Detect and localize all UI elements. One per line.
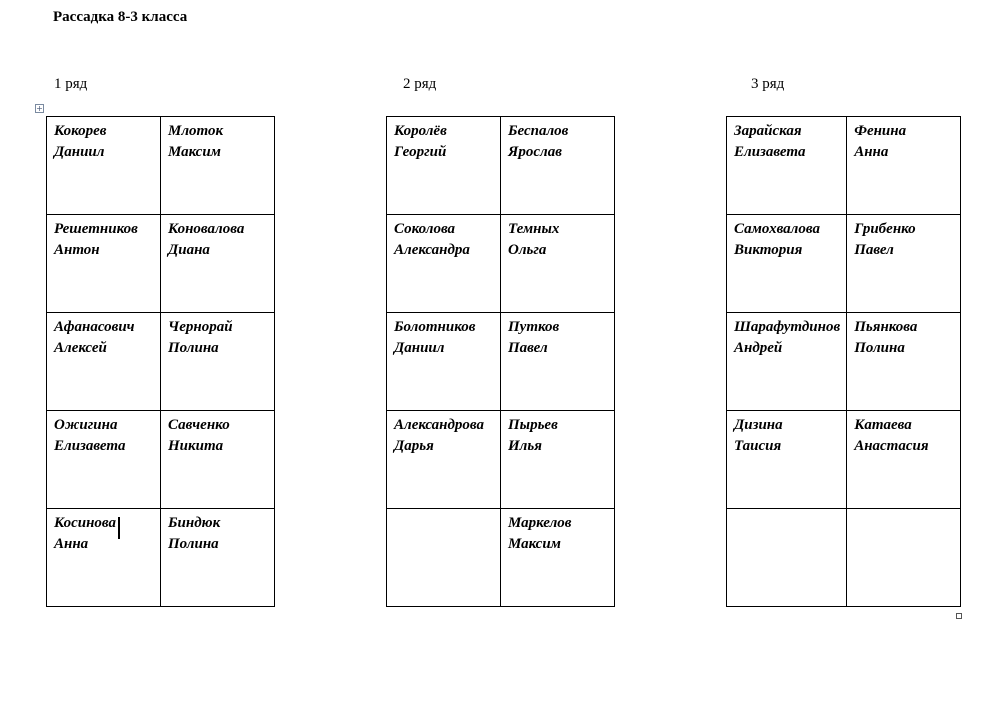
student-name: Павел xyxy=(508,340,548,356)
seat-cell[interactable] xyxy=(847,313,961,411)
desk-row xyxy=(387,117,615,215)
student-surname: Коновалова xyxy=(168,221,245,237)
seat-cell[interactable] xyxy=(501,411,615,509)
seat-cell[interactable] xyxy=(161,313,275,411)
student-surname: Королёв xyxy=(394,123,447,139)
seat-cell[interactable] xyxy=(161,215,275,313)
student-surname: Беспалов xyxy=(508,123,569,139)
desk-row xyxy=(47,313,275,411)
student-surname: Биндюк xyxy=(168,515,221,531)
student-surname: Пырьев xyxy=(508,417,558,433)
desk-row xyxy=(727,117,961,215)
student-surname: Ожигина xyxy=(54,417,118,433)
desk-row xyxy=(387,215,615,313)
desk-row xyxy=(387,509,615,607)
seat-cell[interactable] xyxy=(847,509,961,607)
seat-cell[interactable] xyxy=(161,117,275,215)
student-surname: Решетников xyxy=(54,221,138,237)
student-name: Елизавета xyxy=(734,144,806,160)
student-name: Максим xyxy=(168,144,221,160)
student-surname: Дизина xyxy=(734,417,783,433)
student-name: Георгий xyxy=(394,144,447,160)
seat-cell[interactable] xyxy=(847,215,961,313)
student-surname: Пьянкова xyxy=(854,319,918,335)
student-name: Даниил xyxy=(394,340,445,356)
document-title: Рассадка 8-3 класса xyxy=(53,9,188,25)
seat-cell[interactable] xyxy=(501,313,615,411)
seating-table-row-2 xyxy=(386,116,615,607)
desk-row xyxy=(47,117,275,215)
student-surname: Грибенко xyxy=(854,221,916,237)
student-surname: Путков xyxy=(508,319,560,335)
student-surname: Соколова xyxy=(394,221,456,237)
seat-cell[interactable] xyxy=(387,215,501,313)
student-surname: Савченко xyxy=(168,417,230,433)
student-name: Александра xyxy=(394,242,470,258)
seat-cell[interactable] xyxy=(847,411,961,509)
seat-cell[interactable] xyxy=(47,215,161,313)
seat-cell[interactable] xyxy=(47,411,161,509)
row-1-label: 1 ряд xyxy=(54,76,88,92)
student-name: Ольга xyxy=(508,242,547,258)
student-name: Дарья xyxy=(394,438,434,454)
student-name: Андрей xyxy=(734,340,783,356)
student-name: Полина xyxy=(168,340,219,356)
seating-table-row-1 xyxy=(46,116,275,607)
student-name: Алексей xyxy=(54,340,107,356)
desk-row xyxy=(387,411,615,509)
student-surname: Зарайская xyxy=(734,123,802,139)
seat-cell[interactable] xyxy=(727,215,847,313)
seat-cell[interactable] xyxy=(727,313,847,411)
student-name: Максим xyxy=(508,536,561,552)
student-name: Павел xyxy=(854,242,894,258)
move-table-icon[interactable]: + xyxy=(36,104,43,113)
student-name: Полина xyxy=(854,340,905,356)
seat-cell[interactable] xyxy=(47,313,161,411)
student-surname: Катаева xyxy=(854,417,912,433)
student-surname: Шарафутдинов xyxy=(734,319,841,335)
student-surname: Млоток xyxy=(168,123,224,139)
desk-row xyxy=(727,313,961,411)
student-surname: Фенина xyxy=(854,123,907,139)
seat-cell[interactable] xyxy=(161,509,275,607)
student-name: Елизавета xyxy=(54,438,126,454)
student-name: Анна xyxy=(854,144,889,160)
student-name: Полина xyxy=(168,536,219,552)
student-name: Анна xyxy=(54,536,89,552)
desk-row xyxy=(47,215,275,313)
student-surname: Темных xyxy=(508,221,560,237)
student-name: Илья xyxy=(508,438,542,454)
seating-table-row-3 xyxy=(726,116,961,607)
student-surname: Косинова xyxy=(54,515,117,531)
desk-row xyxy=(47,509,275,607)
student-surname: Маркелов xyxy=(508,515,572,531)
row-2-label: 2 ряд xyxy=(403,76,437,92)
seat-cell[interactable] xyxy=(161,411,275,509)
student-name: Антон xyxy=(54,242,100,258)
seat-cell[interactable] xyxy=(387,411,501,509)
seat-cell[interactable] xyxy=(727,117,847,215)
seat-cell[interactable] xyxy=(727,411,847,509)
seat-cell[interactable] xyxy=(47,117,161,215)
student-name: Никита xyxy=(168,438,224,454)
seat-cell[interactable] xyxy=(387,117,501,215)
desk-row xyxy=(47,411,275,509)
seat-cell[interactable] xyxy=(387,313,501,411)
student-name: Анастасия xyxy=(854,438,929,454)
seat-cell[interactable] xyxy=(501,509,615,607)
student-name: Ярослав xyxy=(508,144,562,160)
seat-cell[interactable] xyxy=(501,215,615,313)
student-surname: Болотников xyxy=(394,319,476,335)
seat-cell[interactable] xyxy=(387,509,501,607)
desk-row xyxy=(727,411,961,509)
seat-cell[interactable] xyxy=(727,509,847,607)
seat-cell[interactable] xyxy=(47,509,161,607)
student-name: Таисия xyxy=(734,438,782,454)
seat-cell[interactable] xyxy=(847,117,961,215)
desk-row xyxy=(727,509,961,607)
desk-row xyxy=(727,215,961,313)
student-surname: Кокорев xyxy=(54,123,107,139)
student-name: Даниил xyxy=(54,144,105,160)
student-surname: Александрова xyxy=(394,417,485,433)
desk-row xyxy=(387,313,615,411)
row-3-label: 3 ряд xyxy=(751,76,785,92)
resize-handle-icon[interactable] xyxy=(956,613,962,619)
seat-cell[interactable] xyxy=(501,117,615,215)
text-cursor xyxy=(118,517,120,539)
student-name: Диана xyxy=(168,242,210,258)
student-surname: Самохвалова xyxy=(734,221,820,237)
student-surname: Афанасович xyxy=(54,319,135,335)
student-surname: Чернорай xyxy=(168,319,233,335)
student-name: Виктория xyxy=(734,242,803,258)
